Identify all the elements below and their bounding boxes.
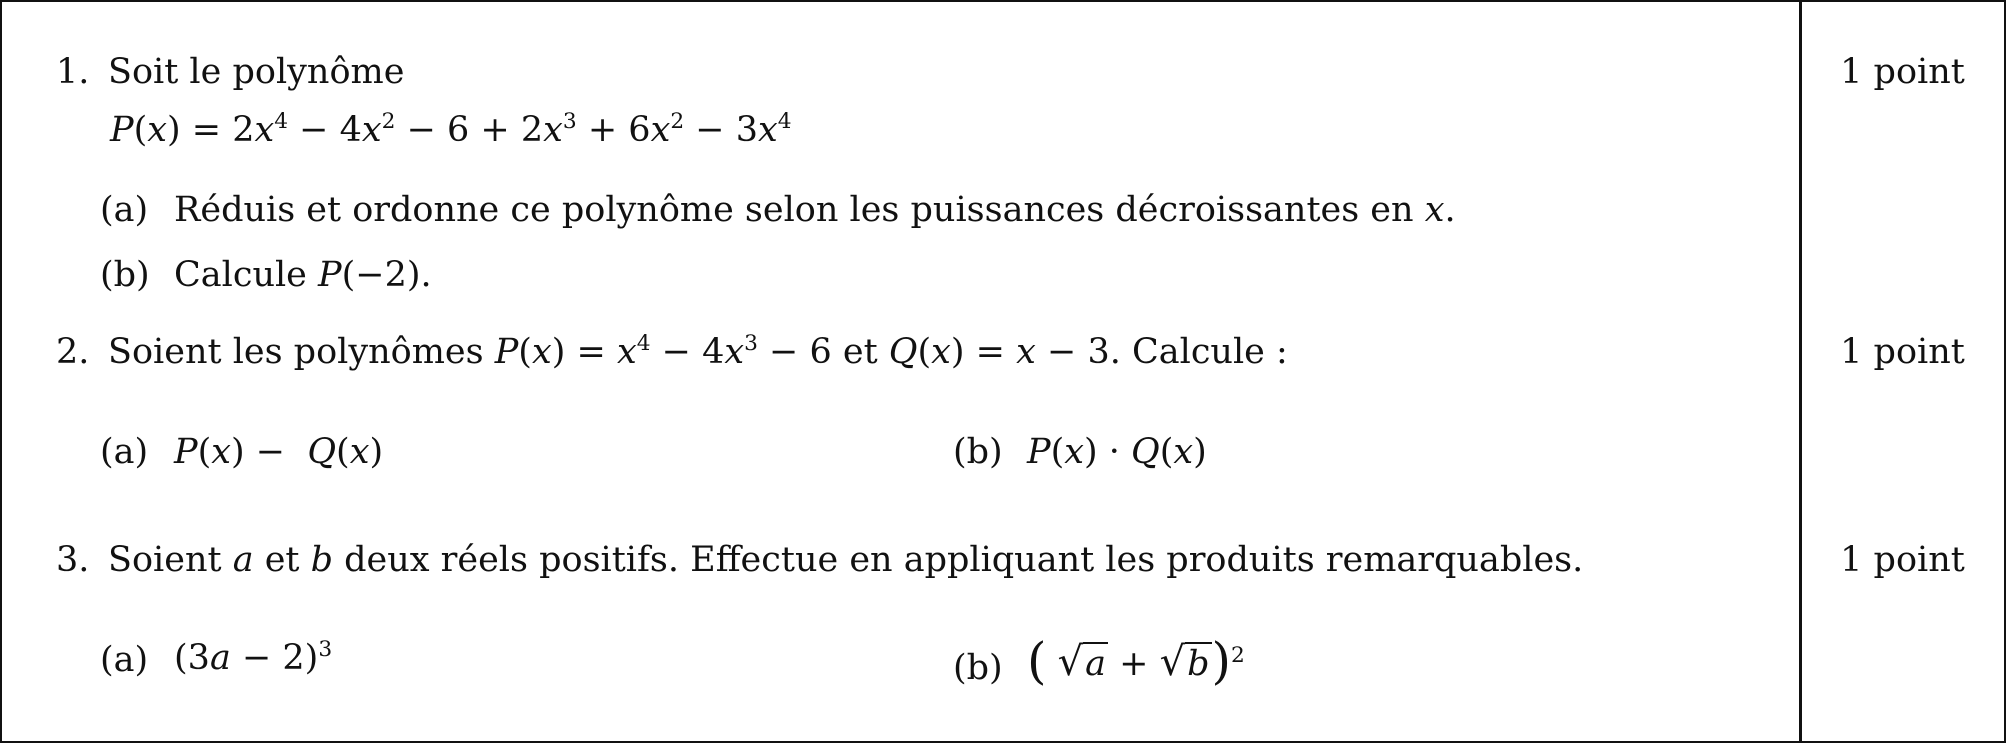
- exercise-3a-expr: $(3a - 2)^3$: [174, 636, 333, 678]
- exercise-2b-label: (b): [953, 432, 1003, 472]
- exercise-3b-expr: ( √a + √b)$^2$: [1027, 632, 1245, 690]
- exercise-1-points: 1 point: [1840, 52, 1965, 92]
- exercise-3a-label: (a): [100, 640, 149, 680]
- exercise-1b-text: Calcule P(−2).: [174, 255, 432, 295]
- exercise-1-number: 1.: [56, 52, 90, 92]
- exercise-2a-expr: P(x) − Q(x): [174, 432, 384, 472]
- exercise-1a-label: (a): [100, 190, 149, 230]
- exercise-1b-label: (b): [100, 255, 150, 295]
- exercise-3-text: Soient a et b deux réels positifs. Effectue en appliquant les produits remarquables.: [108, 540, 1584, 580]
- exercise-1-formula: $P(x) = 2x^4 - 4x^2 - 6 + 2x^3 + 6x^2 - 3x^4$: [110, 108, 792, 150]
- column-divider: [1799, 2, 1802, 743]
- exercise-2-number: 2.: [56, 332, 90, 372]
- exercise-2-text: Soient les polynômes $P(x) = x^4 - 4x^3 - 6$ et Q(x) = x − 3. Calcule :: [108, 330, 1288, 372]
- exercise-3-number: 3.: [56, 540, 90, 580]
- exercise-1a-text: Réduis et ordonne ce polynôme selon les puissances décroissantes en x.: [174, 190, 1456, 230]
- exercise-1-intro: Soit le polynôme: [108, 52, 405, 92]
- exercise-2-points: 1 point: [1840, 332, 1965, 372]
- sqrt-a: √a: [1057, 639, 1107, 685]
- exercise-2b-expr: P(x) · Q(x): [1027, 432, 1207, 472]
- exercise-2a-label: (a): [100, 432, 149, 472]
- sqrt-b: √b: [1159, 639, 1210, 685]
- exercise-3-points: 1 point: [1840, 540, 1965, 580]
- exercise-3b-label: (b): [953, 648, 1003, 688]
